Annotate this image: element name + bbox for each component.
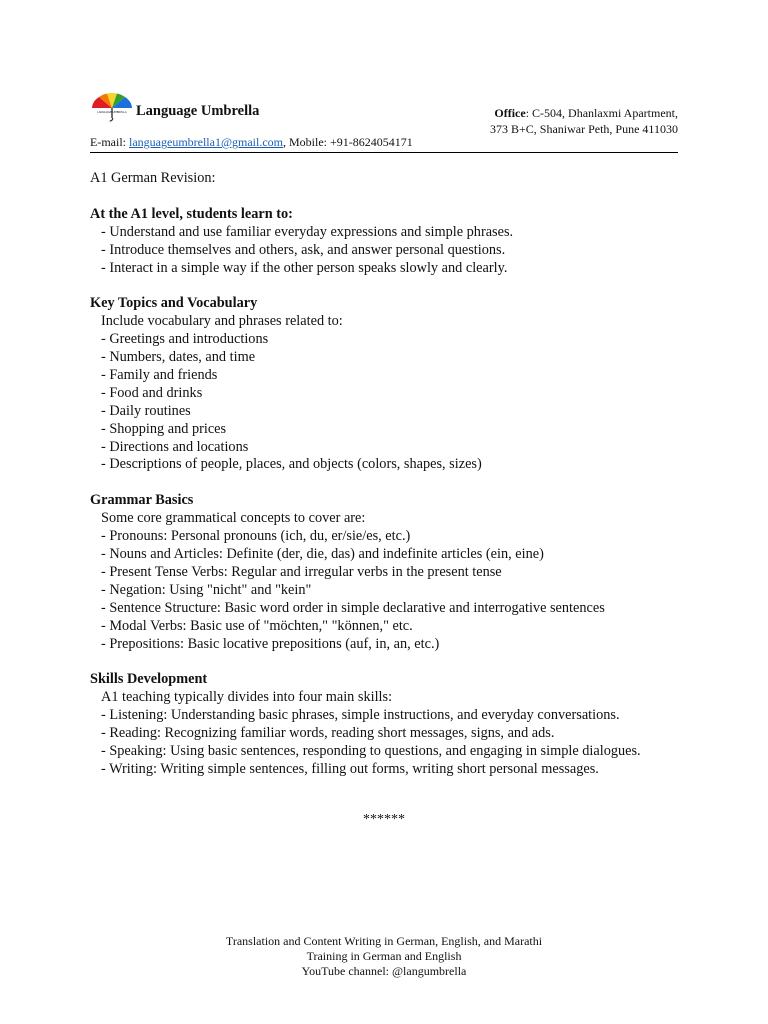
list-item: - Family and friends: [101, 366, 218, 383]
list-item: - Daily routines: [101, 402, 191, 419]
list-item: - Listening: Understanding basic phrases, simple instructions, and everyday conversations.: [101, 707, 620, 724]
logo-small-text: LANGUAGE UMBRELLA: [97, 111, 127, 114]
spacer: [90, 653, 690, 671]
letterhead: [90, 92, 678, 154]
office-label: Office: [494, 106, 526, 120]
footer-line-1: Translation and Content Writing in German, English, and Marathi: [225, 934, 543, 948]
section-intro: A1 teaching typically divides into four main skills:: [101, 689, 393, 706]
umbrella-logo-icon: [90, 92, 134, 124]
list-item: - Writing: Writing simple sentences, filling out forms, writing short personal messages.: [101, 760, 599, 777]
mobile-text: , Mobile: +91-8624054171: [283, 135, 413, 149]
office-line-1: : C-504, Dhanlaxmi Apartment,: [525, 106, 678, 120]
office-address: [490, 105, 678, 137]
email-link[interactable]: languageumbrella1@gmail.com: [129, 135, 284, 149]
office-line-2: 373 B+C, Shaniwar Peth, Pune 411030: [490, 122, 678, 136]
list-item: - Speaking: Using basic sentences, responding to questions, and engaging in simple dialogues.: [101, 742, 641, 759]
list-item: - Nouns and Articles: Definite (der, die, das) and indefinite articles (ein, eine): [101, 545, 544, 562]
document-title: A1 German Revision:: [90, 170, 216, 186]
section-intro: Some core grammatical concepts to cover are:: [101, 510, 366, 527]
list-item: - Sentence Structure: Basic word order in simple declarative and interrogative sentences: [101, 599, 605, 616]
list-item: - Introduce themselves and others, ask, and answer personal questions.: [101, 241, 506, 258]
list-item: - Descriptions of people, places, and objects (colors, shapes, sizes): [101, 456, 482, 473]
section-heading: At the A1 level, students learn to:: [90, 205, 293, 222]
contact-line: [90, 135, 413, 150]
list-item: - Negation: Using "nicht" and "kein": [101, 581, 312, 598]
spacer: [90, 277, 690, 295]
email-label: E-mail:: [90, 135, 129, 149]
list-item: - Reading: Recognizing familiar words, reading short messages, signs, and ads.: [101, 725, 555, 742]
section-heading: Key Topics and Vocabulary: [90, 295, 258, 312]
section-heading: Grammar Basics: [90, 492, 194, 509]
spacer: [90, 188, 690, 206]
list-item: - Directions and locations: [101, 438, 249, 455]
section-heading: Skills Development: [90, 671, 208, 688]
footer-line-3: YouTube channel: @langumbrella: [301, 964, 467, 978]
page-footer: [0, 934, 768, 979]
spacer: [90, 474, 690, 492]
list-item: - Numbers, dates, and time: [101, 349, 256, 366]
list-item: - Understand and use familiar everyday expressions and simple phrases.: [101, 223, 514, 240]
list-item: - Shopping and prices: [101, 420, 227, 437]
list-item: - Present Tense Verbs: Regular and irregular verbs in the present tense: [101, 563, 502, 580]
list-item: - Prepositions: Basic locative prepositions (auf, in, an, etc.): [101, 635, 440, 652]
header-divider: [90, 152, 678, 153]
list-item: - Food and drinks: [101, 384, 203, 401]
section-intro: Include vocabulary and phrases related to:: [101, 313, 343, 330]
list-item: - Greetings and introductions: [101, 331, 269, 348]
list-item: - Pronouns: Personal pronouns (ich, du, er/sie/es, etc.): [101, 528, 411, 545]
document-body: [90, 170, 690, 779]
list-item: - Modal Verbs: Basic use of "möchten," "können," etc.: [101, 617, 413, 634]
footer-line-2: Training in German and English: [306, 949, 462, 963]
list-item: - Interact in a simple way if the other person speaks slowly and clearly.: [101, 259, 508, 276]
brand-name: Language Umbrella: [136, 103, 260, 119]
section-separator: ******: [363, 812, 405, 827]
